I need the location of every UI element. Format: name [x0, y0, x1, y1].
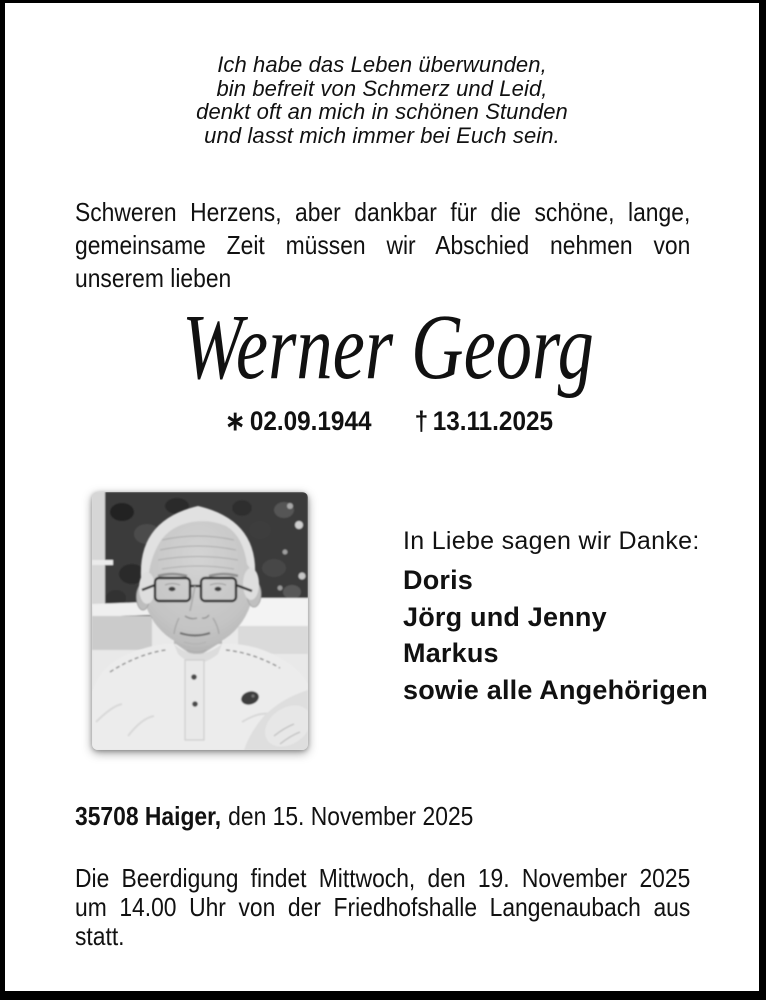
- mourner-name: Markus: [403, 638, 499, 668]
- poem-line: bin befreit von Schmerz und Leid,: [216, 75, 548, 101]
- intro-line: gemeinsame Zeit müssen wir Abschied nehmen von: [75, 230, 691, 260]
- memorial-poem: [5, 53, 759, 147]
- intro-line: unserem lieben: [75, 263, 232, 293]
- death-symbol: †: [414, 406, 429, 436]
- funeral-line: Die Beerdigung findet Mittwoch, den 19. November 2025: [75, 863, 691, 893]
- poem-line: denkt oft an mich in schönen Stunden: [196, 99, 568, 124]
- funeral-line: statt.: [75, 921, 125, 951]
- birth-date: ∗ 02.09.1944: [224, 406, 372, 436]
- poem-line: Ich habe das Leben überwunden,: [217, 52, 547, 77]
- mourners-list: [403, 562, 708, 708]
- mourner-name: sowie alle Angehörigen: [403, 674, 708, 705]
- deceased-name: Werner Georg: [182, 296, 594, 399]
- mourner-name: Doris: [403, 565, 474, 595]
- funeral-announcement: [75, 864, 690, 951]
- city-name: 35708 Haiger,: [75, 801, 222, 831]
- farewell-intro: [75, 196, 690, 295]
- date-text: den 15. November 2025: [228, 801, 474, 831]
- poem-line: und lasst mich immer bei Euch sein.: [204, 122, 560, 148]
- funeral-line: um 14.00 Uhr von der Friedhofshalle Langenaubach aus: [75, 892, 691, 922]
- portrait-illustration: [92, 492, 308, 750]
- obituary-sheet: [5, 3, 759, 991]
- place-date-line: [75, 801, 690, 831]
- birth-symbol: ∗: [224, 406, 246, 436]
- intro-line: Schweren Herzens, aber dankbar für die schöne, lange,: [75, 197, 691, 227]
- mourner-name: Jörg und Jenny: [403, 601, 607, 632]
- portrait-photo: [92, 492, 308, 750]
- thanks-heading: In Liebe sagen wir Danke:: [403, 527, 700, 555]
- life-dates: [50, 406, 729, 436]
- death-date: † 13.11.2025: [414, 406, 553, 436]
